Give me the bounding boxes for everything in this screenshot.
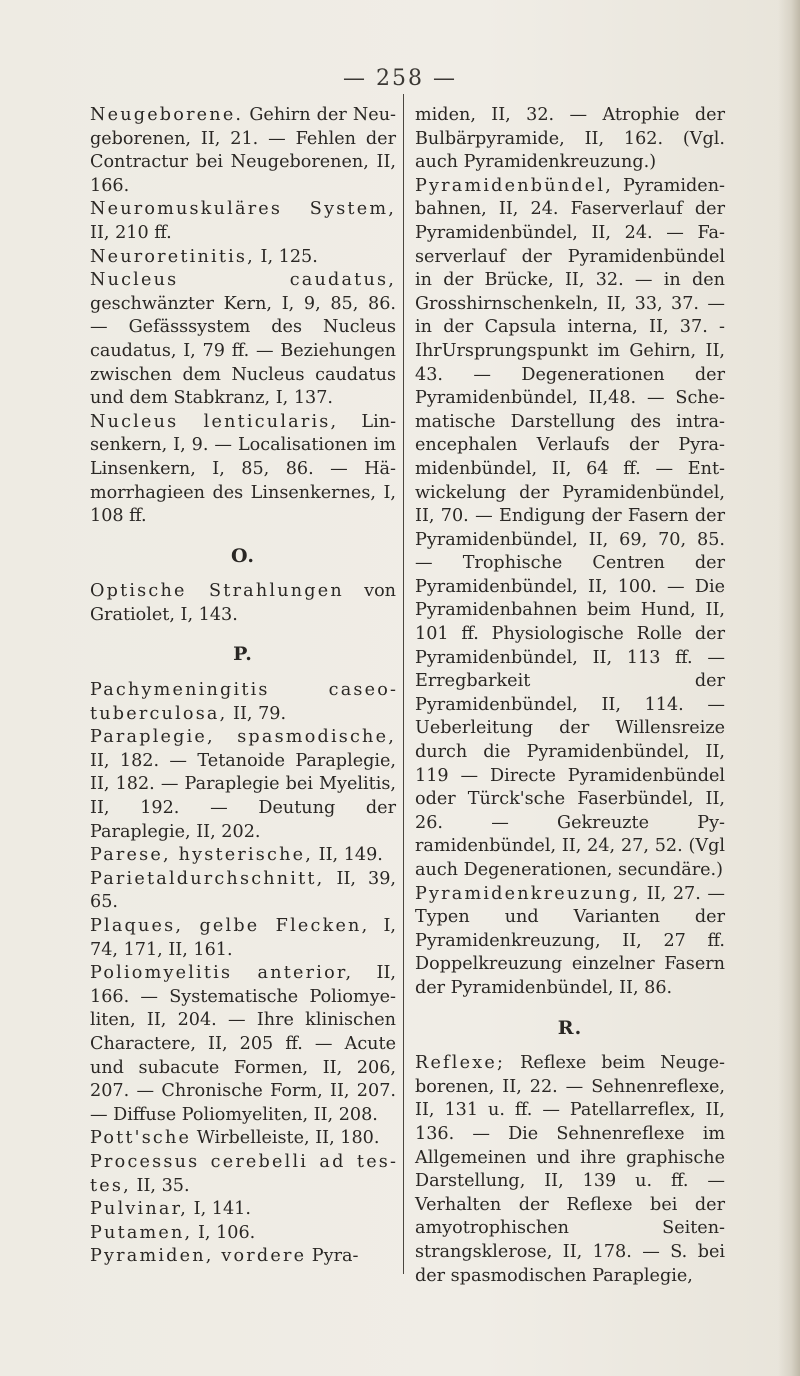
- index-entry: [90, 726, 396, 844]
- entry-text: II, 149.: [313, 845, 383, 866]
- section-letter: R.: [557, 1016, 583, 1039]
- entry-text: I, 125.: [254, 246, 318, 267]
- entry-headword: Parese, hysterische,: [90, 845, 314, 866]
- section-letter: P.: [233, 643, 253, 666]
- entry-text: Linsenkern, I, 9. — Localisationen im Linsenkern, I, 85, 86. — Hämorrhagieen des Linsenkernes, I, 108 ff.: [90, 411, 397, 527]
- index-entry: [90, 269, 396, 411]
- entry-headword: Neuromuskuläres System,: [90, 199, 396, 220]
- index-entry: [90, 246, 396, 270]
- page-edge-shadow: [778, 0, 800, 1376]
- index-entry: [90, 580, 396, 627]
- entry-text: miden, II, 32. — Atrophie der Bulbärpyramide, II, 162. (Vgl. auch Pyramidenkreuzung.): [415, 105, 725, 173]
- entry-headword: Pott'sche: [90, 1128, 192, 1149]
- entry-headword: Pyramiden, vordere: [90, 1246, 307, 1267]
- entry-headword: Neugeborene.: [90, 105, 244, 125]
- entry-headword: Putamen,: [90, 1222, 193, 1243]
- entry-text: I, 106.: [192, 1222, 256, 1243]
- entry-text: Gehirn der Neugeborenen, II, 21. — Fehlen der Contractur bei Neugeborenen, II, 166.: [90, 105, 396, 196]
- right-column: [415, 104, 725, 1288]
- index-entry: [90, 962, 396, 1127]
- entry-headword: Reflexe;: [415, 1053, 506, 1074]
- entry-text: Pyra-: [306, 1246, 359, 1267]
- entry-text: geschwänzter Kern, I, 9, 85, 86. — Gefässsystem des Nucleus caudatus, I, 79 ff. — Beziehungen zwischen dem Nucleus caudatus und dem Stabkranz, I, 137.: [90, 293, 396, 409]
- index-entry: [90, 915, 396, 962]
- entry-headword: Nucleus lenticularis,: [90, 411, 339, 432]
- index-entry: [90, 1127, 396, 1151]
- entry-text: I, 141.: [188, 1199, 251, 1220]
- entry-headword: Parietaldurchschnitt,: [90, 868, 325, 889]
- entry-headword: Nucleus caudatus,: [90, 270, 396, 291]
- entry-text: Wirbelleiste, II, 180.: [191, 1128, 380, 1149]
- entry-headword: Processus cerebelli ad testes,: [90, 1151, 396, 1196]
- index-entry: [90, 868, 396, 915]
- entry-headword: Paraplegie, spasmodische,: [90, 727, 396, 748]
- entry-text: I, 74, 171, II, 161.: [90, 916, 396, 960]
- index-entry: [415, 104, 725, 175]
- index-entry: [90, 1222, 396, 1246]
- page-number: — 258 —: [343, 66, 457, 91]
- entry-text: II, 182. — Tetanoide Paraplegie, II, 182. — Paraplegie bei Myelitis, II, 192. — Deutung der Paraplegie, II, 202.: [90, 750, 396, 842]
- entry-text: Reflexe beim Neugeborenen, II, 22. — Sehnenreflexe, II, 131 u. ff. — Patellarreflex, II, 136. — Die Sehnenreflexe im Allgemeinen und ihre graphische Darstellung, II, 139 u. ff. — Verhalten der Reflexe bei der amyotrophischen Seitenstrangsklerose, II, 178. — S. bei der spasmodischen Paraplegie,: [415, 1053, 725, 1286]
- entry-text: II, 166. — Systematische Poliomyeliten, II, 204. — Ihre klinischen Charactere, II, 205 ff. — Acute und subacute Formen, II, 206, 207. — Chronische Form, II, 207. — Diffuse Poliomyeliten, II, 208.: [90, 963, 396, 1125]
- entry-headword: Neuroretinitis,: [90, 246, 255, 267]
- entry-text: II, 35.: [130, 1175, 190, 1196]
- index-entry: [90, 198, 396, 245]
- entry-text: Pyramidenbahnen, II, 24. Faserverlauf der Pyramidenbündel, II, 24. — Faserverlauf der Pyramidenbündel in der Brücke, II, 32. — in den Grosshirnschenkeln, II, 33, 37. — in der Capsula interna, II, 37. - IhrUrsprungspunkt im Gehirn, II, 43. — Degenerationen der Pyramidenbündel, II,48. — Schematische Darstellung des intraencephalen Verlaufs der Pyramidenbündel, II, 64 ff. — Entwickelung der Pyramidenbündel, II, 70. — Endigung der Fasern der Pyramidenbündel, II, 69, 70, 85. — Trophische Centren der Pyramidenbündel, II, 100. — Die Pyramidenbahnen beim Hund, II, 101 ff. Physiologische Rolle der Pyramidenbündel, II, 113 ff. — Erregbarkeit der Pyramidenbündel, II, 114. — Ueberleitung der Willensreize durch die Pyramidenbündel, II, 119 — Directe Pyramidenbündel oder Türck'sche Faserbündel, II, 26. — Gekreuzte Pyramidenbündel, II, 24, 27, 52. (Vgl auch Degenerationen, secundäre.): [415, 175, 725, 880]
- index-entry: [415, 175, 725, 883]
- entry-headword: Plaques, gelbe Flecken,: [90, 916, 370, 936]
- column-divider: [403, 94, 404, 1274]
- index-entry: [90, 104, 396, 198]
- index-entry: [415, 883, 725, 1001]
- entry-text: II, 39, 65.: [90, 868, 396, 913]
- entry-headword: Pyramidenbündel,: [415, 175, 614, 196]
- entry-text: II, 27. — Typen und Varianten der Pyramidenkreuzung, II, 27 ff. Doppelkreuzung einzelner Fasern der Pyramidenbündel, II, 86.: [415, 883, 725, 998]
- entry-text: II, 79.: [227, 703, 287, 724]
- index-entry: [90, 844, 396, 868]
- entry-headword: Pyramidenkreuzung,: [415, 883, 641, 904]
- entry-text: II, 210 ff.: [90, 222, 172, 243]
- entry-headword: Pulvinar,: [90, 1199, 189, 1220]
- index-entry: [415, 1052, 725, 1288]
- index-entry: [90, 411, 396, 529]
- entry-headword: Poliomyelitis anterior,: [90, 963, 354, 984]
- index-entry: [90, 1245, 396, 1269]
- entry-text: von Gratiolet, I, 143.: [90, 581, 396, 625]
- index-entry: [90, 1151, 396, 1198]
- index-entry: [90, 679, 396, 726]
- entry-headword: Pachymeningitis caseotuberculosa,: [90, 680, 396, 724]
- entry-headword: Optische Strahlungen: [90, 581, 344, 602]
- left-column: [90, 104, 396, 1269]
- section-letter: O.: [230, 544, 256, 567]
- index-entry: [90, 1198, 396, 1222]
